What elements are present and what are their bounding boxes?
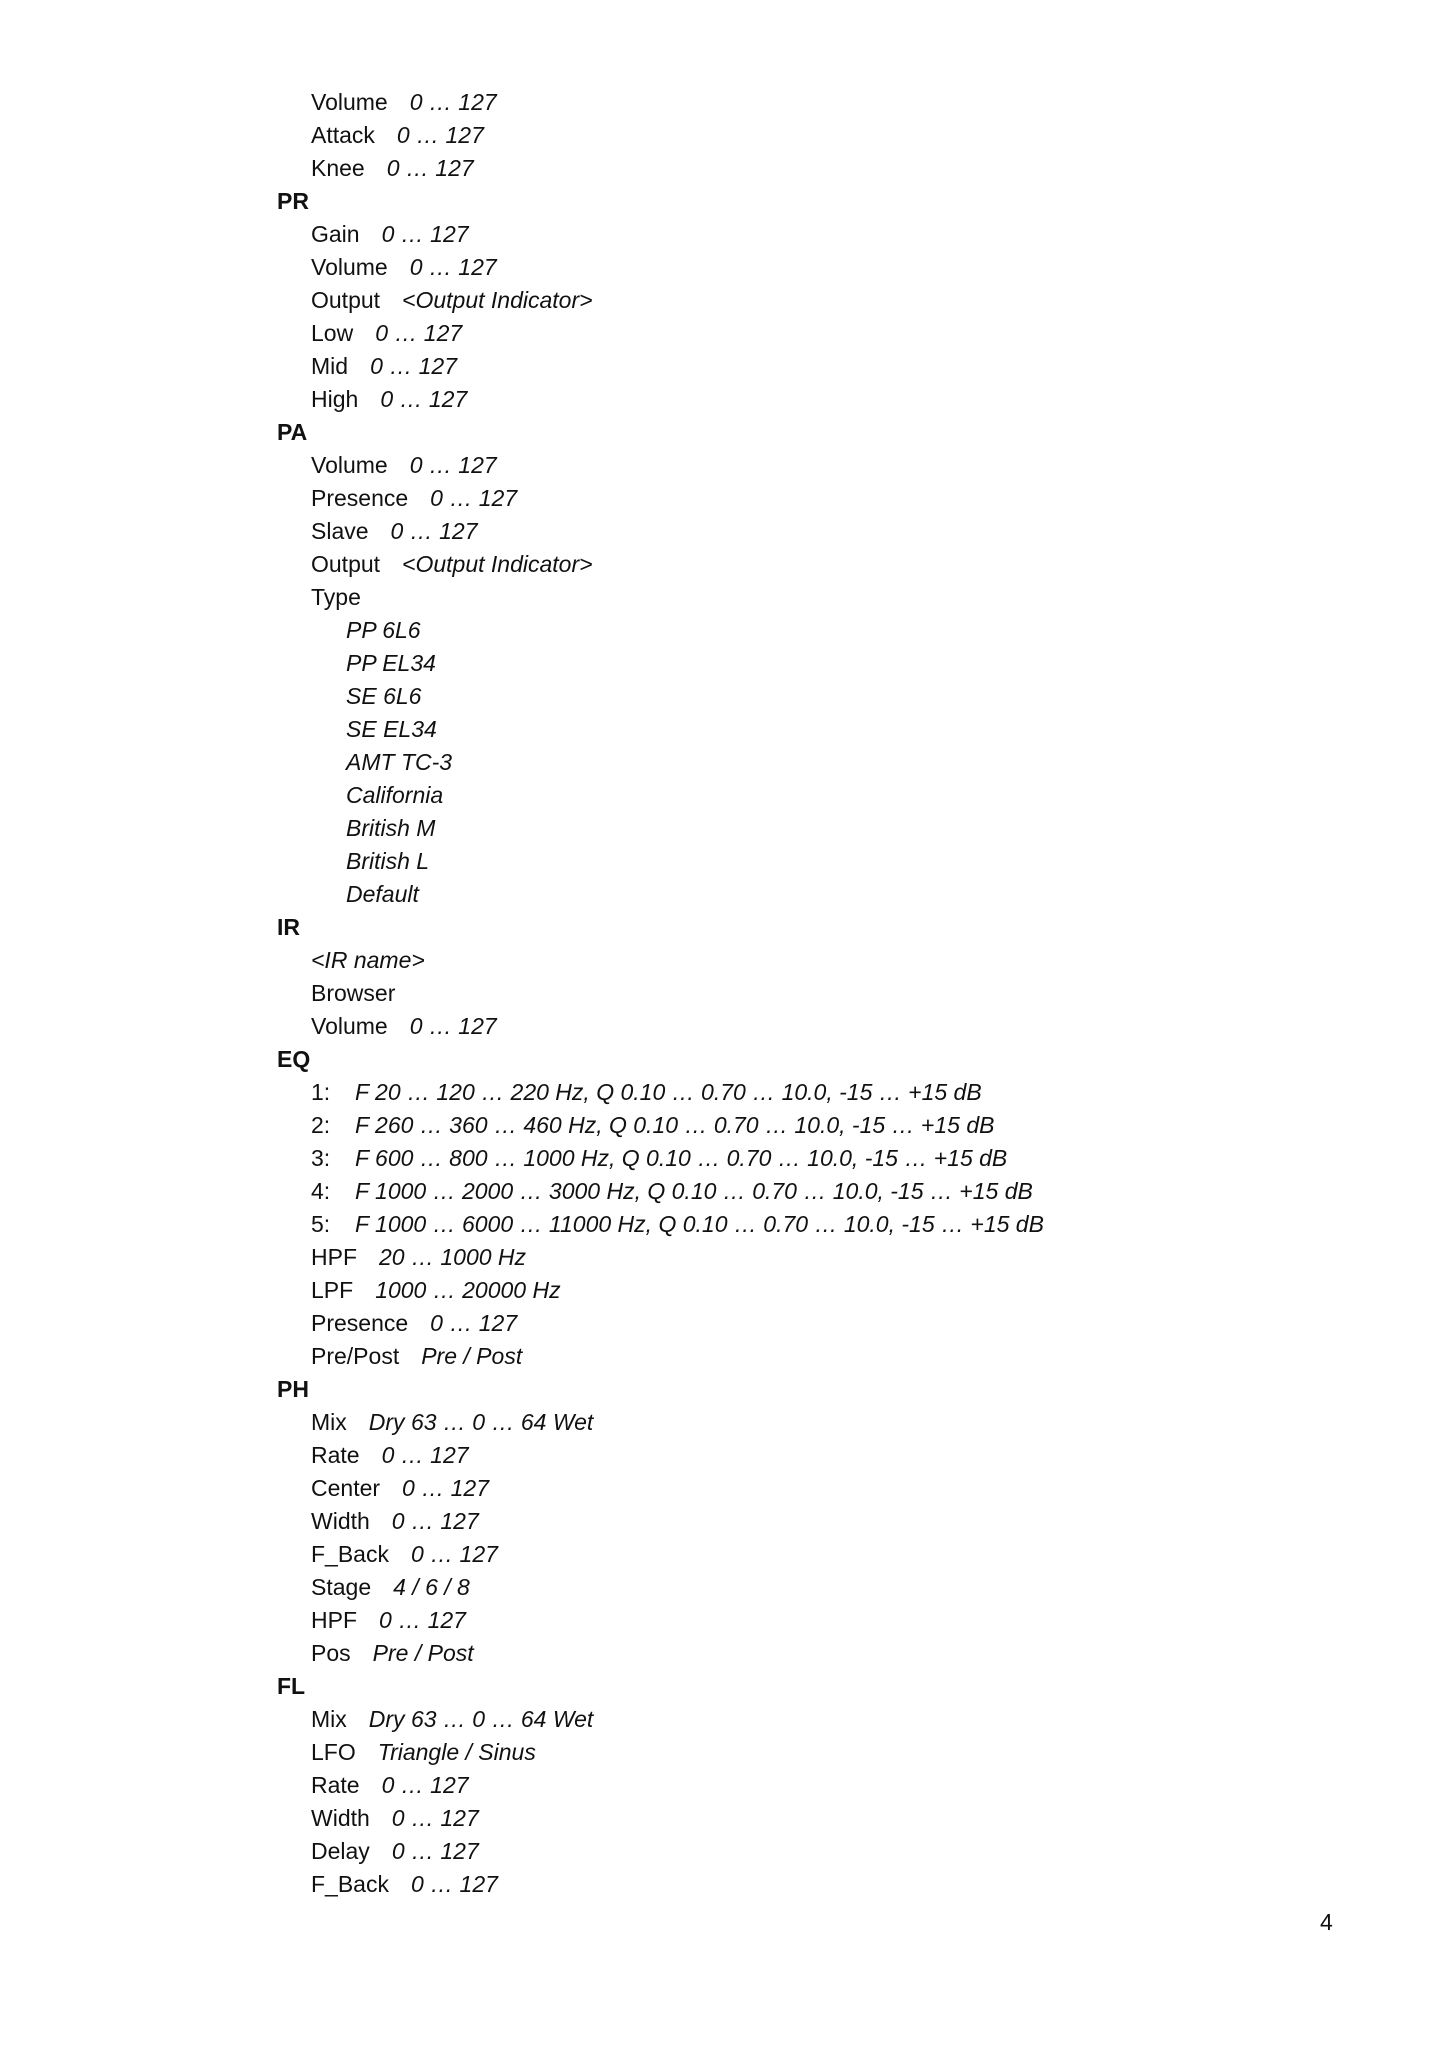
parameter-line	[311, 1868, 498, 1901]
type-option: PP EL34	[346, 650, 436, 676]
parameter-label: Type	[311, 584, 361, 610]
parameter-label: Volume	[311, 254, 388, 280]
parameter-label: Mid	[311, 353, 349, 379]
parameter-line	[311, 1241, 526, 1274]
parameter-line	[311, 1406, 593, 1439]
parameter-line	[311, 152, 474, 185]
parameter-line	[311, 1736, 536, 1769]
eq-band-number: 5:	[311, 1211, 331, 1237]
parameter-label: Pos	[311, 1640, 351, 1666]
parameter-label: Browser	[311, 980, 396, 1006]
parameter-label: Presence	[311, 485, 409, 511]
type-option: Default	[346, 881, 419, 907]
parameter-label: Mix	[311, 1706, 347, 1732]
parameter-line	[311, 1340, 522, 1373]
eq-band-range: F 1000 … 6000 … 11000 Hz, Q 0.10 … 0.70 … 10.0, -15 … +15 dB	[355, 1211, 1044, 1237]
eq-band-line	[311, 1175, 1033, 1208]
parameter-line	[311, 944, 425, 977]
section-heading: EQ	[277, 1046, 311, 1072]
parameter-range: 0 … 127	[375, 320, 463, 346]
parameter-line	[311, 1802, 479, 1835]
parameter-range: Pre / Post	[372, 1640, 474, 1666]
parameter-range: 0 … 127	[409, 452, 497, 478]
parameter-label: Stage	[311, 1574, 372, 1600]
eq-band-number: 1:	[311, 1079, 331, 1105]
type-option: British M	[346, 815, 436, 841]
parameter-range: 1000 … 20000 Hz	[375, 1277, 561, 1303]
type-option: AMT TC-3	[346, 749, 453, 775]
eq-band-line	[311, 1109, 994, 1142]
type-option: California	[346, 782, 444, 808]
parameter-line	[311, 1274, 561, 1307]
parameter-line	[311, 1505, 479, 1538]
eq-band-range: F 260 … 360 … 460 Hz, Q 0.10 … 0.70 … 10.0, -15 … +15 dB	[355, 1112, 995, 1138]
parameter-line	[311, 218, 469, 251]
parameter-label: Knee	[311, 155, 365, 181]
parameter-line	[311, 1010, 497, 1043]
parameter-line	[311, 1769, 469, 1802]
parameter-label: Volume	[311, 89, 388, 115]
parameter-range: 0 … 127	[402, 1475, 489, 1501]
parameter-label: Low	[311, 320, 354, 346]
parameter-label: Rate	[311, 1772, 360, 1798]
parameter-range: 0 … 127	[370, 353, 458, 379]
parameter-line	[311, 317, 462, 350]
eq-band-number: 3:	[311, 1145, 331, 1171]
parameter-label: LFO	[311, 1739, 356, 1765]
parameter-line	[311, 482, 517, 515]
parameter-label: Output	[311, 287, 381, 313]
parameter-label: F_Back	[311, 1541, 389, 1567]
parameter-range: 0 … 127	[391, 1805, 479, 1831]
parameter-label: Volume	[311, 1013, 388, 1039]
parameter-label: Output	[311, 551, 381, 577]
parameter-label: LPF	[311, 1277, 354, 1303]
parameter-range: 0 … 127	[379, 1607, 466, 1633]
parameter-range: 0 … 127	[381, 221, 469, 247]
parameter-range: 0 … 127	[381, 1772, 469, 1798]
parameter-label: Center	[311, 1475, 381, 1501]
parameter-label: Pre/Post	[311, 1343, 400, 1369]
parameter-line	[311, 1538, 498, 1571]
type-option: SE EL34	[346, 716, 437, 742]
parameter-range: 0 … 127	[409, 89, 497, 115]
parameter-line	[311, 383, 467, 416]
parameter-line	[311, 1835, 479, 1868]
section-heading: FL	[277, 1673, 306, 1699]
parameter-label: Mix	[311, 1409, 347, 1435]
parameter-line	[311, 1604, 466, 1637]
parameter-label: Attack	[311, 122, 375, 148]
parameter-range: 0 … 127	[410, 1541, 498, 1567]
parameter-range: <IR name>	[311, 947, 425, 973]
parameter-label: Gain	[311, 221, 360, 247]
type-option: SE 6L6	[346, 683, 422, 709]
section-heading: IR	[277, 914, 300, 940]
parameter-line	[311, 1571, 470, 1604]
parameter-line	[311, 548, 593, 581]
parameter-range: Dry 63 … 0 … 64 Wet	[368, 1706, 594, 1732]
section-heading: PH	[277, 1376, 309, 1402]
parameter-line	[311, 515, 478, 548]
parameter-range: 0 … 127	[430, 1310, 518, 1336]
parameter-label: HPF	[311, 1607, 357, 1633]
parameter-line	[311, 449, 497, 482]
parameter-range: 20 … 1000 Hz	[379, 1244, 527, 1270]
parameter-range: Dry 63 … 0 … 64 Wet	[368, 1409, 594, 1435]
parameter-range: 0 … 127	[386, 155, 474, 181]
parameter-range: Triangle / Sinus	[377, 1739, 536, 1765]
parameter-label: Presence	[311, 1310, 409, 1336]
parameter-line	[311, 350, 457, 383]
eq-band-range: F 1000 … 2000 … 3000 Hz, Q 0.10 … 0.70 … 10.0, -15 … +15 dB	[355, 1178, 1033, 1204]
parameter-line	[311, 119, 484, 152]
parameter-range: 0 … 127	[409, 1013, 497, 1039]
parameter-range: 4 / 6 / 8	[393, 1574, 470, 1600]
parameter-line	[311, 86, 497, 119]
type-option: PP 6L6	[346, 617, 421, 643]
parameter-line	[311, 251, 497, 284]
parameter-range: 0 … 127	[391, 1508, 479, 1534]
parameter-line	[311, 1307, 517, 1340]
parameter-line	[311, 1637, 474, 1670]
parameter-line	[311, 1439, 469, 1472]
eq-band-line	[311, 1076, 982, 1109]
eq-band-number: 4:	[311, 1178, 331, 1204]
eq-band-line	[311, 1208, 1044, 1241]
parameter-label: Width	[311, 1805, 370, 1831]
parameter-label: Slave	[311, 518, 369, 544]
parameter-range: Pre / Post	[421, 1343, 523, 1369]
parameter-range: 0 … 127	[381, 1442, 469, 1468]
type-option: British L	[346, 848, 430, 874]
parameter-line	[311, 1472, 489, 1505]
parameter-range: <Output Indicator>	[402, 551, 593, 577]
page-number: 4	[1320, 1909, 1333, 1935]
parameter-label: F_Back	[311, 1871, 389, 1897]
parameter-label: Rate	[311, 1442, 360, 1468]
parameter-range: 0 … 127	[430, 485, 518, 511]
parameter-range: 0 … 127	[409, 254, 497, 280]
eq-band-range: F 20 … 120 … 220 Hz, Q 0.10 … 0.70 … 10.0, -15 … +15 dB	[355, 1079, 982, 1105]
parameter-range: 0 … 127	[410, 1871, 498, 1897]
section-heading: PR	[277, 188, 309, 214]
parameter-range: 0 … 127	[390, 518, 478, 544]
parameter-line	[311, 581, 361, 614]
parameter-label: Volume	[311, 452, 388, 478]
parameter-label: Width	[311, 1508, 370, 1534]
eq-band-line	[311, 1142, 1007, 1175]
parameter-range: 0 … 127	[396, 122, 484, 148]
eq-band-range: F 600 … 800 … 1000 Hz, Q 0.10 … 0.70 … 10.0, -15 … +15 dB	[355, 1145, 1008, 1171]
parameter-line	[311, 284, 593, 317]
parameter-range: 0 … 127	[380, 386, 468, 412]
parameter-label: High	[311, 386, 359, 412]
parameter-line	[311, 977, 395, 1010]
parameter-label: Delay	[311, 1838, 370, 1864]
parameter-line	[311, 1703, 593, 1736]
section-heading: PA	[277, 419, 308, 445]
parameter-label: HPF	[311, 1244, 357, 1270]
parameter-range: <Output Indicator>	[402, 287, 593, 313]
parameter-range: 0 … 127	[391, 1838, 479, 1864]
eq-band-number: 2:	[311, 1112, 331, 1138]
